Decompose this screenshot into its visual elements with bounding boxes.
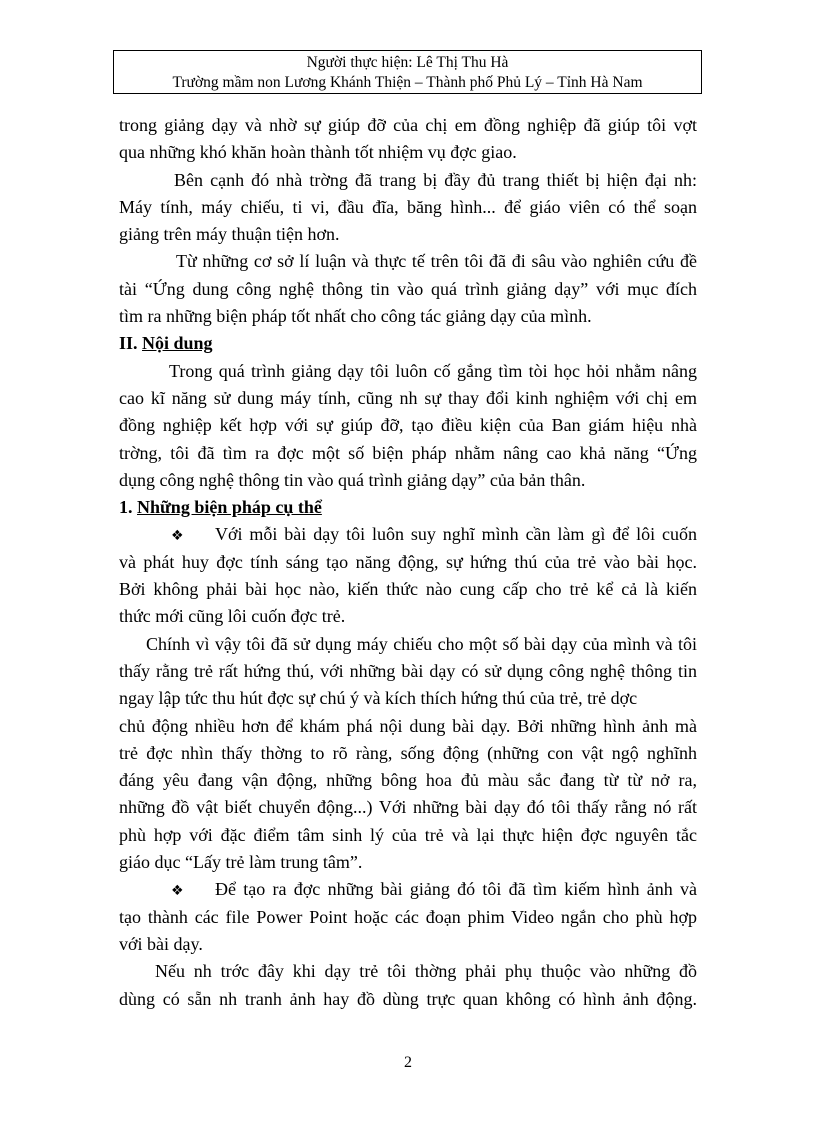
page-body: [119, 112, 697, 1013]
text-line: Nếu nh trớc đây khi dạy trẻ tôi thờng phải phụ thuộc vào những đồ: [155, 961, 697, 982]
section-heading-title: Nội dung: [142, 333, 213, 354]
text-line: phù hợp với đặc điểm tâm sinh lý của trẻ và lại thực hiện đợc nguyên tắc: [119, 824, 697, 845]
text-line: dùng có sẵn nh tranh ảnh hay đồ dùng trực quan không có hình ảnh động.: [119, 988, 697, 1009]
text-line: Với mỗi bài dạy tôi luôn suy nghĩ mình cần làm gì để lôi cuốn: [215, 524, 697, 545]
text-line: và phát huy đợc tính sáng tạo năng động, sự hứng thú của trẻ vào bài học.: [119, 551, 697, 572]
text-line: Trong quá trình giảng dạy tôi luôn cố gắng tìm tòi học hỏi nhằm nâng: [169, 360, 697, 381]
subsection-heading-number: 1.: [119, 497, 137, 518]
bullet-item: [119, 521, 697, 548]
subsection-heading-title: Những biện pháp cụ thể: [137, 497, 322, 518]
text-line: qua những khó khăn hoàn thành tốt nhiệm vụ đợc giao.: [119, 142, 517, 163]
text-line: đồng nghiệp kết hợp với sự giúp đỡ, tạo điều kiện của Ban giám hiệu nhà: [119, 415, 697, 436]
diamond-bullet-icon: ❖: [171, 883, 184, 900]
page-number: 2: [404, 1054, 412, 1071]
text-line: trong giảng dạy và nhờ sự giúp đỡ của chị em đồng nghiệp đã giúp tôi vợt: [119, 115, 697, 135]
text-line: Máy tính, máy chiếu, ti vi, đầu đĩa, băng hình... để giáo viên có thể soạn: [119, 196, 697, 217]
text-line: thấy rằng trẻ rất hứng thú, với những bài dạy có sử dụng công nghệ thông tin: [119, 660, 697, 681]
text-line: dụng công nghệ thông tin vào quá trình giảng dạy” của bản thân.: [119, 469, 586, 490]
section-heading-number: II.: [119, 333, 143, 354]
text-line: trờng, tôi đã tìm ra đợc một số biện pháp nhằm nâng cao khả năng “Ứng: [119, 442, 697, 463]
text-line: tạo thành các file Power Point hoặc các đoạn phim Video ngắn cho phù hợp: [119, 906, 697, 927]
header-school: Trường mầm non Lương Khánh Thiện – Thành phố Phủ Lý – Tỉnh Hà Nam: [172, 74, 643, 91]
subsection-heading: [119, 494, 697, 521]
document-header: [113, 50, 702, 94]
text-line: ngay lập tức thu hút đợc sự chú ý và kích thích hứng thú của trẻ, trẻ dợc: [119, 688, 638, 709]
text-line: đáng yêu đang vận động, những bông hoa đủ màu sắc đang từ từ nở ra,: [119, 770, 697, 791]
text-line: giáo dục “Lấy trẻ làm trung tâm”.: [119, 852, 363, 873]
text-line: tìm ra những biện pháp tốt nhất cho công tác giảng dạy của mình.: [119, 306, 592, 327]
text-line: cao kĩ năng sử dung máy tính, cũng nh sự thay đổi kinh nghiệm với chị em: [119, 387, 697, 408]
text-line: thức mới cũng lôi cuốn đợc trẻ.: [119, 606, 346, 627]
header-author: Người thực hiện: Lê Thị Thu Hà: [306, 54, 509, 71]
text-line: giảng trên máy thuận tiện hơn.: [119, 224, 340, 245]
text-line: Từ những cơ sở lí luận và thực tế trên tôi đã đi sâu vào nghiên cứu đề: [176, 251, 697, 272]
diamond-bullet-icon: ❖: [171, 528, 184, 545]
text-line: chủ động nhiều hơn để khám phá nội dung bài dạy. Bởi những hình ảnh mà: [119, 715, 697, 736]
text-line: những đồ vật biết chuyển động...) Với những bài dạy đó tôi thấy rằng nó rất: [119, 797, 697, 818]
text-line: tài “Ứng dung công nghệ thông tin vào quá trình giảng dạy” với mục đích: [119, 278, 697, 299]
text-line: trẻ đợc nhìn thấy thờng to rõ ràng, sống động (những con vật ngộ nghĩnh: [119, 742, 697, 763]
bullet-item: [119, 876, 697, 903]
text-line: Bởi không phải bài học nào, kiến thức nào cung cấp cho trẻ kể cả là kiến: [119, 579, 697, 600]
text-line: Bên cạnh đó nhà trờng đã trang bị đầy đủ trang thiết bị hiện đại nh:: [174, 169, 697, 190]
text-line: với bài dạy.: [119, 933, 203, 954]
text-line: Để tạo ra đợc những bài giảng đó tôi đã tìm kiếm hình ảnh và: [215, 879, 697, 900]
section-heading: [119, 330, 697, 357]
text-line: Chính vì vậy tôi đã sử dụng máy chiếu cho một số bài dạy của mình và tôi: [146, 633, 697, 654]
